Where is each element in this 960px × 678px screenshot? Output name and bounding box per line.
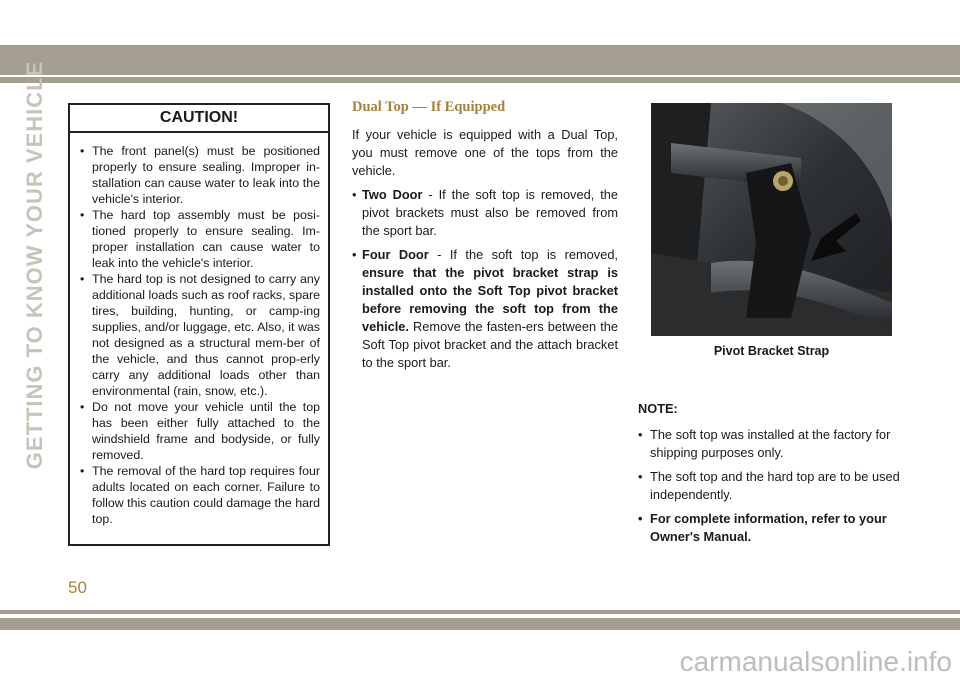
watermark[interactable]: carmanualsonline.info — [679, 646, 952, 677]
note-item — [638, 426, 906, 462]
header-band — [0, 0, 960, 45]
figure-caption: Pivot Bracket Strap — [713, 344, 830, 358]
note-heading: NOTE: — [638, 401, 678, 416]
caution-item: • The removal of the hard top requires four adults located on each corner. Failure to follow this caution could damage the hard top. — [78, 463, 320, 527]
notes-section — [638, 400, 906, 552]
chapter-title-text: GETTING TO KNOW YOUR VEHICLE — [22, 60, 47, 470]
note-item — [638, 510, 906, 546]
note-text: The soft top and the hard top are to be used independently. — [650, 469, 900, 502]
bullet-dot: • — [638, 427, 643, 442]
section-title: Dual Top — If Equipped — [352, 99, 506, 115]
bullet-dot: • — [638, 511, 643, 526]
caution-item: • The hard top is not designed to carry any additional loads such as roof racks, spare tires, building, hunting, or camp-ing supplies, and/or luggage, etc. Also, it was not designed as a structural mem-ber of the vehicle, and thus cannot prop-erly carry any additional loads other than environmental (rain, snow, etc.). — [78, 271, 320, 399]
footer-bar — [0, 618, 960, 630]
pivot-bracket-illustration — [651, 103, 892, 336]
two-door-text: - If the soft top is removed, the pivot brackets must also be removed from the sport bar. — [362, 187, 618, 238]
caution-item: • Do not move your vehicle until the top has been either fully attached to the windshield frame and bodyside, or fully removed. — [78, 399, 320, 463]
caution-box — [68, 103, 330, 546]
bullet-dot: • — [352, 247, 357, 262]
four-door-label: Four Door — [362, 247, 429, 262]
caution-item: • The hard top assembly must be posi-tioned properly to ensure sealing. Im-proper installation can cause water to leak into the vehicle's interior. — [78, 207, 320, 271]
pivot-bracket-photo — [651, 103, 892, 336]
chapter-title — [20, 60, 50, 470]
dual-top-section — [352, 98, 618, 378]
four-door-bullet — [352, 246, 618, 372]
bullet-dot: • — [638, 469, 643, 484]
two-door-bullet — [352, 186, 618, 240]
header-rule — [0, 77, 960, 83]
note-item — [638, 468, 906, 504]
bullet-dot: • — [352, 187, 357, 202]
two-door-label: Two Door — [362, 187, 423, 202]
caution-item: • The front panel(s) must be positioned properly to ensure sealing. Improper in-stallation can cause water to leak into the vehicle's interior. — [78, 143, 320, 207]
four-door-warning: ensure that the pivot bracket strap is installed onto the Soft Top pivot bracket before removing the soft top from the vehicle. — [362, 265, 618, 334]
caution-title: CAUTION! — [70, 105, 328, 133]
note-text: For complete information, refer to your Owner's Manual. — [650, 511, 887, 544]
section-intro: If your vehicle is equipped with a Dual Top, you must remove one of the tops from the vehicle. — [352, 127, 618, 178]
four-door-tail: Remove the fasten-ers between the Soft Top pivot bracket and the attach bracket to the sport bar. — [362, 319, 618, 370]
header-bar — [0, 45, 960, 75]
caution-list — [70, 133, 328, 527]
four-door-text: - If the soft top is removed, — [428, 247, 618, 262]
note-text: The soft top was installed at the factory for shipping purposes only. — [650, 427, 891, 460]
page-number: 50 — [68, 578, 87, 597]
footer-rule — [0, 610, 960, 614]
